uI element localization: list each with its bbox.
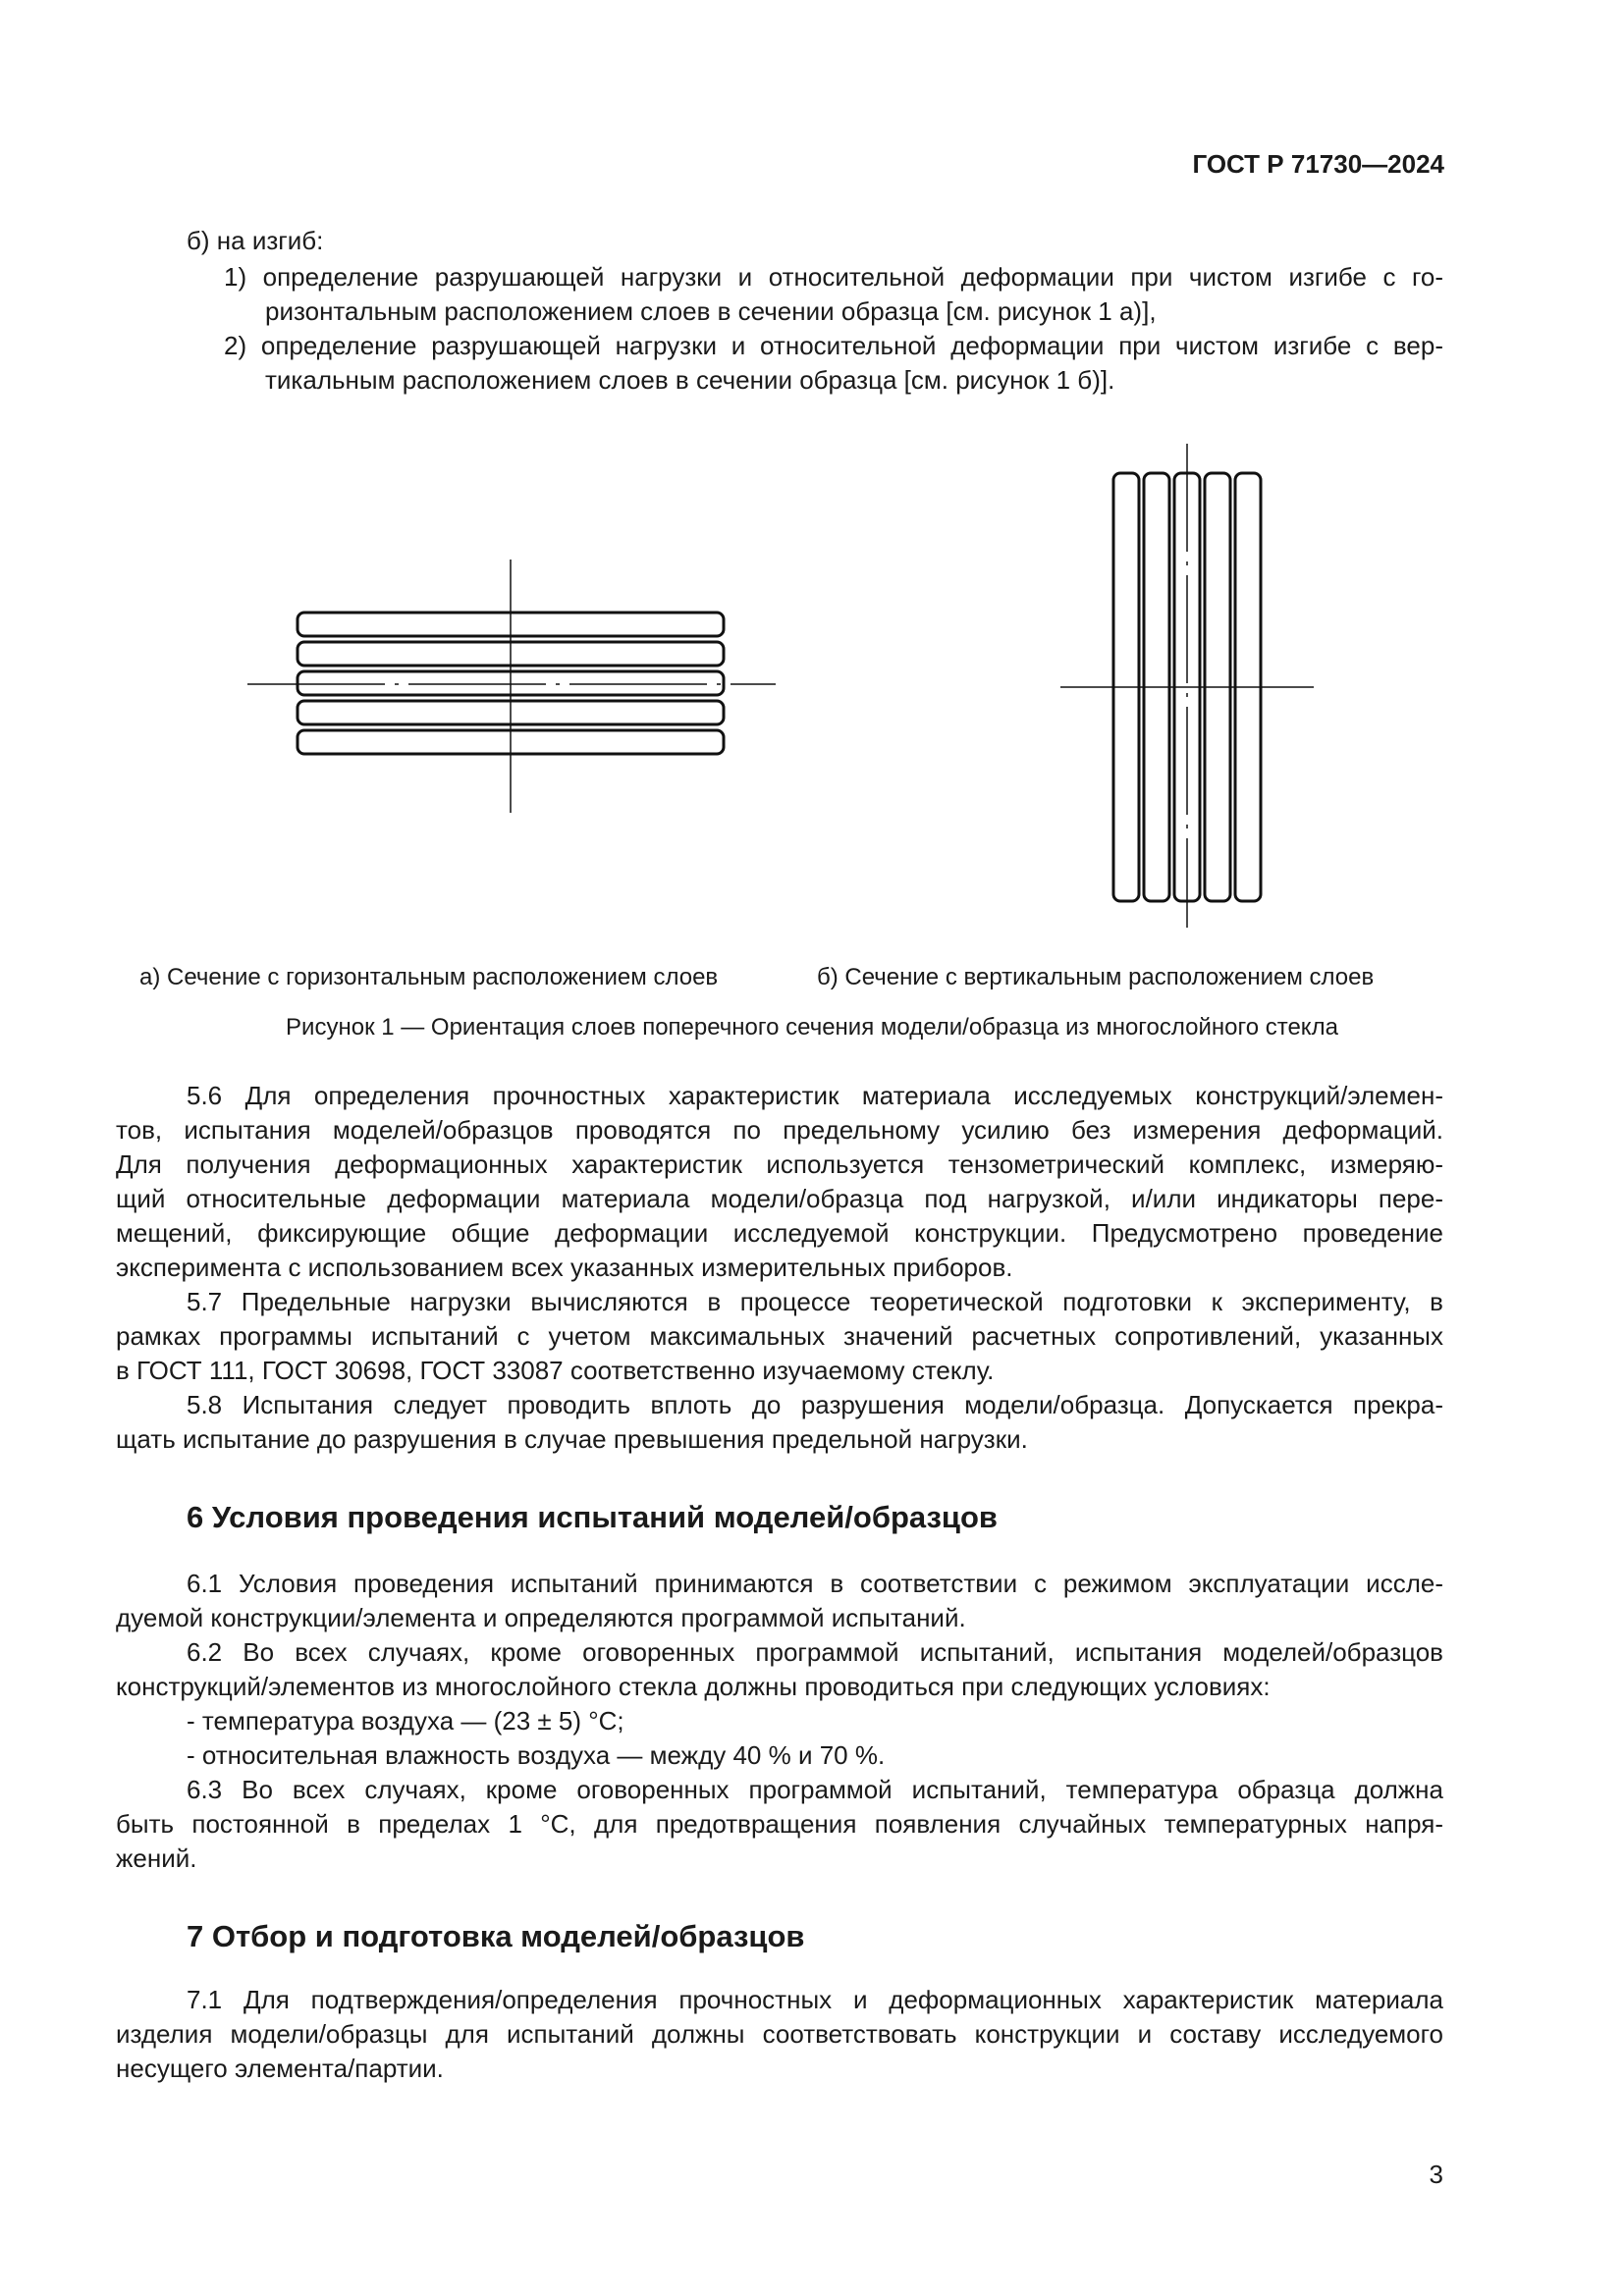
condition-temperature: - температура воздуха — (23 ± 5) °С; xyxy=(187,1706,624,1735)
text-line: 5.7 Предельные нагрузки вычисляются в процессе теоретической подготовки к эксперименту, в xyxy=(187,1287,1443,1316)
figure-caption: Рисунок 1 — Ориентация слоев поперечного сечения модели/образца из многослойного стекла xyxy=(286,1014,1338,1041)
text-line: жений. xyxy=(116,1843,197,1873)
text-line: 6.3 Во всех случаях, кроме оговоренных программой испытаний, температура образца должна xyxy=(187,1775,1443,1804)
text-line: конструкций/элементов из многослойного стекла должны проводиться при следующих условиях: xyxy=(116,1672,1271,1701)
text-line: несущего элемента/партии. xyxy=(116,2054,444,2083)
page-number: 3 xyxy=(1429,2160,1443,2189)
text-line: в ГОСТ 111, ГОСТ 30698, ГОСТ 33087 соответственно изучаемому стеклу. xyxy=(116,1356,995,1385)
vertical-section-axes xyxy=(1060,444,1314,928)
text-line: щать испытание до разрушения в случае превышения предельной нагрузки. xyxy=(116,1424,1028,1454)
figure-label-b: б) Сечение с вертикальным расположением слоев xyxy=(817,964,1375,990)
text-line: 7.1 Для подтверждения/определения прочностных и деформационных характеристик материала xyxy=(187,1985,1443,2014)
section-7-heading: 7 Отбор и подготовка моделей/образцов xyxy=(187,1919,805,1953)
condition-humidity: - относительная влажность воздуха — между 40 % и 70 %. xyxy=(187,1740,886,1770)
paragraph-6-1 xyxy=(116,1567,1443,1635)
text-line: Для получения деформационных характеристик используется тензометрический комплекс, измеряю- xyxy=(116,1149,1443,1179)
text-line: 5.6 Для определения прочностных характеристик материала исследуемых конструкций/элемен- xyxy=(187,1081,1443,1110)
document-code-header: ГОСТ Р 71730—2024 xyxy=(1192,149,1444,179)
figure-1-diagram xyxy=(0,0,1624,982)
text-line: 2) определение разрушающей нагрузки и относительной деформации при чистом изгибе с вер- xyxy=(224,331,1443,360)
text-line: 1) определение разрушающей нагрузки и относительной деформации при чистом изгибе с го- xyxy=(224,262,1443,292)
paragraph-5-6 xyxy=(116,1079,1443,1285)
text-line: ризонтальным расположением слоев в сечении образца [см. рисунок 1 а)], xyxy=(265,296,1157,326)
paragraph-5-8 xyxy=(116,1388,1443,1457)
paragraph-7-1 xyxy=(116,1983,1443,2086)
horizontal-section-axes xyxy=(247,560,776,813)
text-line: 6.2 Во всех случаях, кроме оговоренных программой испытаний, испытания моделей/образцов xyxy=(187,1637,1443,1667)
text-line: 5.8 Испытания следует проводить вплоть до разрушения модели/образца. Допускается прекра- xyxy=(187,1390,1443,1419)
text-line: тов, испытания моделей/образцов проводятся по предельному усилию без измерения деформаций. xyxy=(116,1115,1443,1145)
text-line: изделия модели/образцы для испытаний должны соответствовать конструкции и составу исследуемого xyxy=(116,2019,1443,2049)
figure-label-a: а) Сечение с горизонтальным расположением слоев xyxy=(139,964,719,990)
text-line: тикальным расположением слоев в сечении образца [см. рисунок 1 б)]. xyxy=(265,365,1115,395)
text-line: рамках программы испытаний с учетом максимальных значений расчетных сопротивлений, указанных xyxy=(116,1321,1443,1351)
section-6-heading: 6 Условия проведения испытаний моделей/образцов xyxy=(187,1500,998,1534)
text-line: быть постоянной в пределах 1 °С, для предотвращения появления случайных температурных напря- xyxy=(116,1809,1443,1839)
text-line: эксперимента с использованием всех указанных измерительных приборов. xyxy=(116,1253,1013,1282)
text-line: щий относительные деформации материала модели/образца под нагрузкой, и/или индикаторы пере- xyxy=(116,1184,1443,1213)
text-line: мещений, фиксирующие общие деформации исследуемой конструкции. Предусмотрено проведение xyxy=(116,1218,1443,1248)
text-line: дуемой конструкции/элемента и определяются программой испытаний. xyxy=(116,1603,966,1632)
paragraph-5-7 xyxy=(116,1285,1443,1388)
paragraph-6-2 xyxy=(116,1635,1443,1704)
text-line: 6.1 Условия проведения испытаний принимаются в соответствии с режимом эксплуатации иссле- xyxy=(187,1569,1443,1598)
paragraph-6-3 xyxy=(116,1773,1443,1876)
list-item-b: б) на изгиб: xyxy=(187,226,324,255)
